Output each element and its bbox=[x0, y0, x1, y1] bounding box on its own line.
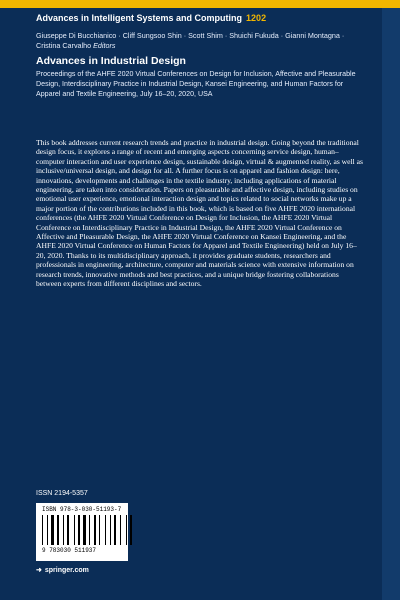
spine-band bbox=[382, 8, 400, 600]
barcode-bar bbox=[94, 515, 96, 545]
barcode-bar bbox=[51, 515, 54, 545]
barcode-bar bbox=[47, 515, 48, 545]
barcode-bar bbox=[130, 515, 132, 545]
series-name: Advances in Intelligent Systems and Computing bbox=[36, 13, 243, 23]
barcode bbox=[36, 503, 128, 561]
barcode-bar bbox=[67, 515, 69, 545]
barcode-bar bbox=[120, 515, 121, 545]
barcode-bar bbox=[83, 515, 86, 545]
isbn-digits: 9 783030 511937 bbox=[42, 547, 97, 554]
barcode-bar bbox=[74, 515, 75, 545]
arrow-icon: ➜ bbox=[36, 567, 42, 574]
publisher-link[interactable] bbox=[36, 566, 89, 574]
barcode-bars bbox=[42, 515, 122, 545]
barcode-bar bbox=[110, 515, 111, 545]
barcode-bar bbox=[63, 515, 64, 545]
barcode-bar bbox=[57, 515, 59, 545]
accent-bar bbox=[0, 0, 400, 8]
barcode-bar bbox=[42, 515, 43, 545]
series-line bbox=[36, 12, 366, 25]
book-description: This book addresses current research trends and practice in industrial design. Going beyond the traditional design focus, it explores a range of recent and emerging aspects concerning service design, human–computer interaction and user experience design, sustainable design, virtual & augmented reality, as well as inclusive/universal design, and design for all. A further focus is on apparel and fashion design: here, innovations, developments and challenges in the textile industry, including applications of material engineering, are taken into consideration. Papers on pleasurable and affective design, including studies on emotional user experience, emotional interaction design and topics related to social networks make up a major portion of the contributions included in this book, which is based on five AHFE 2020 international conferences (the AHFE 2020 Virtual Conference on Design for Inclusion, the AHFE 2020 Virtual Conference on Interdisciplinary Practice in Industrial Design, the AHFE 2020 Virtual Conference on Affective and Pleasurable Design, the AHFE 2020 Virtual Conference on Kansei Engineering, and the AHFE 2020 Virtual Conference on Human Factors for Apparel and Textile Engineering) held on July 16–20, 2020. Thanks to its multidisciplinary approach, it provides graduate students, researchers and professionals in engineering, architecture, computer and materials science with extensive information on research trends, innovative methods and best practices, and a unique bridge fostering collaborations between experts from different disciplines and sectors. bbox=[36, 138, 363, 289]
editor-names: Giuseppe Di Bucchianico · Cliff Sungsoo Shin · Scott Shim · Shuichi Fukuda · Gianni Montagna · Cristina Carvalho bbox=[36, 31, 345, 50]
isbn-label: ISBN 978-3-030-51193-7 bbox=[42, 506, 122, 513]
publisher-url: springer.com bbox=[44, 567, 89, 574]
book-subtitle: Proceedings of the AHFE 2020 Virtual Conferences on Design for Inclusion, Affective and Pleasurable Design, Interdisciplinary Practice in Industrial Design, Kansei Engineering, and Human Factors for Apparel and Textile Engineering, July 16–20, 2020, USA bbox=[36, 70, 356, 98]
book-title: Advances in Industrial Design bbox=[36, 55, 186, 67]
cover-header bbox=[36, 12, 366, 99]
editors bbox=[36, 31, 366, 51]
editors-role: Editors bbox=[93, 41, 116, 50]
barcode-bar bbox=[105, 515, 106, 545]
issn: ISSN 2194-5357 bbox=[36, 490, 88, 497]
barcode-bar bbox=[89, 515, 90, 545]
barcode-bar bbox=[114, 515, 116, 545]
barcode-bar bbox=[78, 515, 80, 545]
barcode-bar bbox=[99, 515, 100, 545]
barcode-bar bbox=[126, 515, 127, 545]
series-number: 1202 bbox=[246, 13, 267, 23]
